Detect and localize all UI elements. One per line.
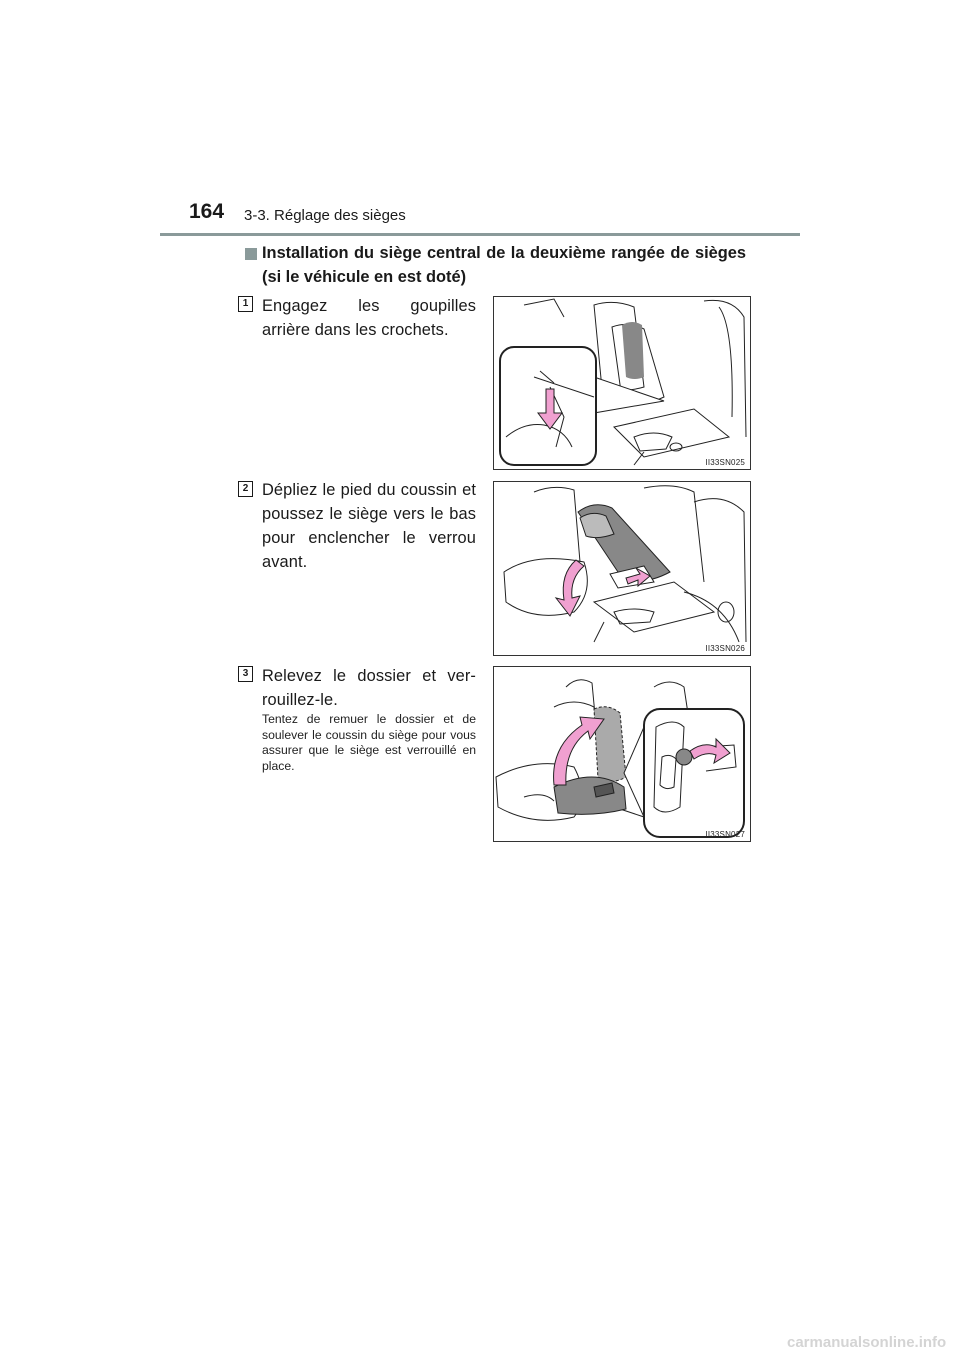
illustration-code-2: II33SN026 [705, 644, 745, 653]
illustration-code-3: II33SN027 [705, 830, 745, 839]
step-text-1: Engagez les goupilles arrière dans les crochets. [262, 297, 476, 339]
svg-text:carmanualsonline.info: carmanualsonline.info [787, 1334, 947, 1351]
illustration-3 [493, 666, 751, 842]
page-number: 164 [189, 200, 225, 223]
subheading: Installation du siège central de la deuxième rangée de sièges (si le véhicule en est doté) [262, 244, 746, 286]
raise-lock-seatback-illustration [494, 667, 750, 841]
illustration-2 [493, 481, 751, 656]
step-text-2: Dépliez le pied du coussin et poussez le siège vers le bas pour enclencher le verrou avant. [262, 481, 476, 571]
step-badge-3: 3 [238, 666, 253, 682]
step-badge-1: 1 [238, 296, 253, 312]
watermark-text [787, 1332, 952, 1352]
watermark-logo [787, 1332, 952, 1352]
step-badge-2: 2 [238, 481, 253, 497]
section-title: 3-3. Réglage des sièges [244, 207, 406, 224]
illustration-code-1: II33SN025 [705, 458, 745, 467]
step-text-3: Relevez le dossier et ver-rouillez-le. [262, 667, 476, 709]
header-rule [160, 233, 800, 236]
rear-pins-hooks-illustration [494, 297, 750, 469]
square-bullet-icon [245, 248, 257, 260]
illustration-1 [493, 296, 751, 470]
step-note-3: Tentez de remuer le dossier et de soulever le coussin du siège pour vous assurer que le siège est verrouillé en place. [262, 712, 476, 773]
unfold-cushion-leg-illustration [494, 482, 750, 655]
